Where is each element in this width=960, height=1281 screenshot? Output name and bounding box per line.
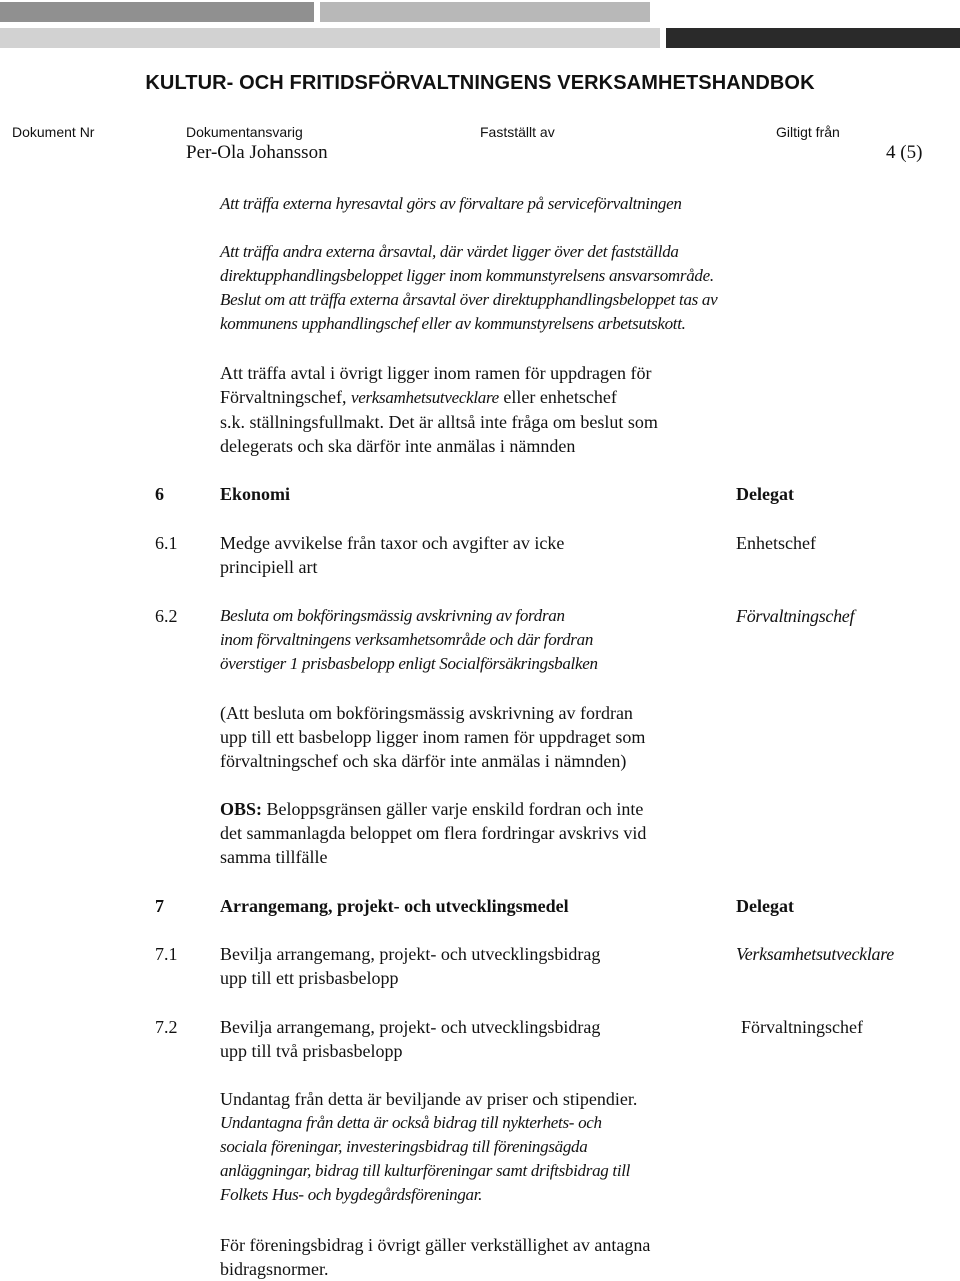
item-7-2-delegate: Förvaltningschef (741, 1017, 863, 1037)
header-bar-black (666, 28, 960, 48)
doc-nr-label: Dokument Nr (12, 124, 95, 140)
obs-label: OBS: (220, 799, 263, 819)
item-7-2-text: Bevilja arrangemang, projekt- och utvecklingsbidrag upp till två prisbasbelopp (220, 1017, 601, 1061)
item-7-1-text: Bevilja arrangemang, projekt- och utvecklingsbidrag upp till ett prisbasbelopp (220, 944, 601, 988)
section-7-final-note: För föreningsbidrag i övrigt gäller verkställighet av antagna bidragsnormer. (220, 1235, 651, 1279)
section-6-delegate-header: Delegat (736, 484, 794, 504)
item-6-2-delegate: Förvaltningschef (736, 606, 855, 626)
document-title: KULTUR- OCH FRITIDSFÖRVALTNINGENS VERKSAMHETSHANDBOK (145, 72, 815, 94)
section-7-delegate-header: Delegat (736, 896, 794, 916)
item-6-1-text: Medge avvikelse från taxor och avgifter av icke principiell art (220, 533, 565, 577)
header-bar-mid (320, 2, 650, 22)
section-6-number: 6 (155, 484, 164, 504)
section-7-title: Arrangemang, projekt- och utvecklingsmedel (220, 896, 569, 916)
page-number: 4 (5) (886, 142, 923, 163)
item-6-2-text: Besluta om bokföringsmässig avskrivning av fordran inom förvaltningens verksamhetsområde och där fordran överstiger 1 prisbasbelopp enligt Socialförsäkringsbalken (220, 606, 598, 673)
intro-paragraph-3: Att träffa avtal i övrigt ligger inom ramen för uppdragen för Förvaltningschef, verksamhetsutvecklare eller enhetschef s.k. ställningsfullmakt. Det är alltså inte fråga om beslut som delegerats och ska därför inte anmälas i nämnden (220, 363, 658, 456)
intro-paragraph-1: Att träffa externa hyresavtal görs av förvaltare på serviceförvaltningen (220, 194, 682, 213)
item-7-1-delegate: Verksamhetsutvecklare (736, 944, 894, 964)
item-7-1-number: 7.1 (155, 944, 178, 964)
header-bar-light (0, 28, 660, 48)
item-6-1-number: 6.1 (155, 533, 178, 553)
section-7-exceptions: Undantag från detta är beviljande av priser och stipendier. Undantagna från detta är också bidrag till nykterhets- och sociala föreningar, investeringsbidrag till föreningsägda anläggningar, bidrag till kulturföreningar samt driftsbidrag till Folkets Hus- och bygdegårdsföreningar. (220, 1089, 638, 1204)
approved-by-label: Fastställt av (480, 124, 555, 140)
item-6-1-delegate: Enhetschef (736, 533, 816, 553)
section-6-note: (Att besluta om bokföringsmässig avskrivning av fordran upp till ett basbelopp ligger inom ramen för uppdraget som förvaltningschef och ska därför inte anmälas i nämnden) (220, 703, 646, 771)
section-6-title: Ekonomi (220, 484, 291, 504)
responsible-name: Per-Ola Johansson (186, 142, 328, 163)
valid-from-label: Giltigt från (776, 124, 840, 140)
item-6-2-number: 6.2 (155, 606, 178, 626)
responsible-label: Dokumentansvarig (186, 124, 303, 140)
header-bar-dark (0, 2, 314, 22)
section-7-number: 7 (155, 896, 164, 916)
intro-paragraph-2: Att träffa andra externa årsavtal, där värdet ligger över det fastställda direktupphandlingsbeloppet ligger inom kommunstyrelsens ansvarsområde. Beslut om att träffa externa årsavtal över direktupphandlingsbeloppet tas av kommunens upphandlingschef eller av kommunstyrelsens arbetsutskott. (220, 242, 718, 333)
section-6-obs: OBS: Beloppsgränsen gäller varje enskild fordran och inte det sammanlagda beloppet om flera fordringar avskrivs vid samma tillfälle (220, 799, 647, 867)
item-7-2-number: 7.2 (155, 1017, 178, 1037)
